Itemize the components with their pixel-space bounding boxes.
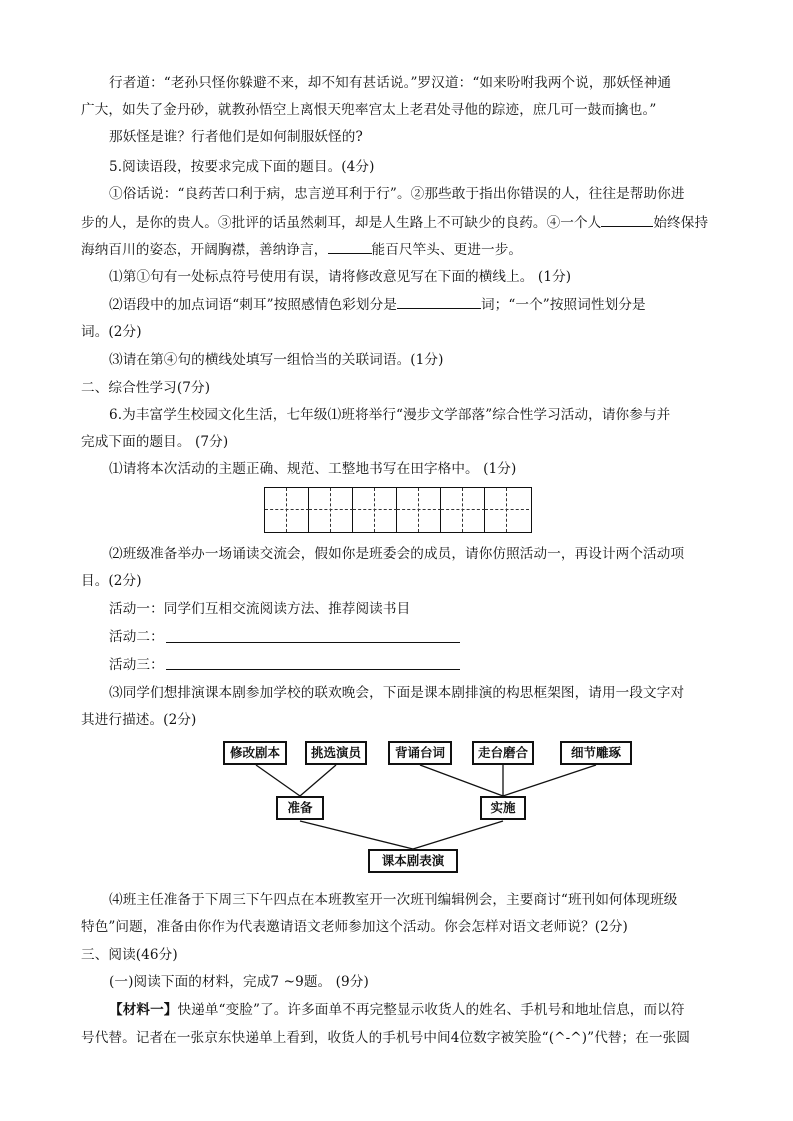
q6-sub-3-line-2: 其进行描述。(2分) <box>81 712 197 728</box>
diagram-box-recite-lines: 背诵台词 <box>388 741 452 765</box>
q5-sub-2-end: 词；“一个”按照词性划分是 <box>480 297 646 313</box>
reading-part-1-heading: (一)阅读下面的材料，完成7 ~9题。 (9分) <box>109 974 369 990</box>
material-1-line-1 <box>109 1000 685 1020</box>
section-2-heading: 二、综合性学习(7分) <box>81 380 211 396</box>
q5-sub-1: ⑴第①句有一处标点符号使用有误，请将修改意见写在下面的横线上。 (1分) <box>109 269 572 285</box>
q6-sub-3-line-1: ⑶同学们想排演课本剧参加学校的联欢晚会，下面是课本剧排演的构思框架图，请用一段文字对 <box>109 685 685 701</box>
material-1-label: 【材料一】 <box>109 1002 178 1018</box>
diagram-box-implement: 实施 <box>480 796 526 820</box>
section-3-heading: 三、阅读(46分) <box>81 947 178 963</box>
connector-recite-implement <box>420 765 503 796</box>
q5-sub-2-cont: 词。(2分) <box>81 324 142 340</box>
passage-line-2: 广大，如失了金丹砂，就教孙悟空上离恨天兜率宫太上老君处寻他的踪迹，庶几可一鼓而擒也。” <box>81 102 657 118</box>
q5-passage-line-1: ①俗话说：“良药苦口利于病，忠言逆耳利于行”。②那些敢于指出你错误的人，往往是帮助你进 <box>109 186 685 202</box>
diagram-box-polish-details: 细节雕琢 <box>560 741 632 765</box>
q6-sub-4-line-1: ⑷班主任准备于下周三下午四点在本班教室开一次班刊编辑例会，主要商讨“班刊如何体现班级 <box>109 892 678 908</box>
passage-line-1: 行者道：“老孙只怪你躲避不来，却不知有甚话说。”罗汉道：“如来吩咐我两个说，那妖怪神通 <box>109 75 672 91</box>
material-1-text: 快递单“变脸”了。许多面单不再完整显示收货人的姓名、手机号和地址信息，而以符 <box>177 1002 685 1018</box>
connector-detail-implement <box>503 765 596 796</box>
question-4-prompt: 那妖怪是谁？行者他们是如何制服妖怪的? <box>109 129 363 145</box>
q5-sub-2-text: ⑵语段中的加点词语“刺耳”按照感情色彩划分是 <box>109 297 397 313</box>
question-5-heading: 5.阅读语段，按要求完成下面的题目。(4分) <box>109 159 375 175</box>
activity-two-label: 活动二： <box>109 629 164 645</box>
connector-edit-prepare <box>256 765 300 796</box>
material-1-line-2: 号代替。记者在一张京东快递单上看到，收货人的手机号中间4位数字被笑脸“(^-^)”代替；在一张圆 <box>81 1030 691 1046</box>
activity-one: 活动一：同学们互相交流阅读方法、推荐阅读书目 <box>109 601 411 617</box>
q5-passage-line-3-text: 海纳百川的姿态，开阔胸襟，善纳诤言， <box>81 242 328 258</box>
connector-prepare-perform <box>300 821 413 849</box>
diagram-box-prepare: 准备 <box>276 796 324 820</box>
q5-passage-line-2-text: 步的人，是你的贵人。③批评的话虽然刺耳，却是人生路上不可缺少的良药。④一个人 <box>81 215 602 231</box>
connector-select-prepare <box>300 765 336 796</box>
question-6-line-2: 完成下面的题目。 (7分) <box>81 434 229 450</box>
diagram-box-rehearse: 走台磨合 <box>472 741 534 765</box>
activity-three-label: 活动三： <box>109 657 164 673</box>
q5-passage-line-2-end: 始终保持 <box>653 215 709 231</box>
connector-implement-perform <box>413 821 503 849</box>
diagram-box-performance: 课本剧表演 <box>368 849 458 873</box>
diagram-box-select-actors: 挑选演员 <box>305 741 367 765</box>
q6-sub-2-line-1: ⑵班级准备举办一场诵读交流会，假如你是班委会的成员，请你仿照活动一，再设计两个活动项 <box>109 546 685 562</box>
q6-sub-4-line-2: 特色”问题，准备由你作为代表邀请语文老师参加这个活动。你会怎样对语文老师说？(2分) <box>81 919 628 935</box>
q6-sub-2-line-2: 目。(2分) <box>81 573 142 589</box>
diagram-box-edit-script: 修改剧本 <box>223 741 287 765</box>
q5-passage-line-3-end: 能百尺竿头、更进一步。 <box>371 242 523 258</box>
question-6-line-1: 6.为丰富学生校园文化生活，七年级⑴班将举行“漫步文学部落”综合性学习活动，请你参与并 <box>109 407 671 423</box>
q5-sub-3: ⑶请在第④句的横线处填写一组恰当的关联词语。(1分) <box>109 352 444 368</box>
q6-sub-1: ⑴请将本次活动的主题正确、规范、工整地书写在田字格中。 (1分) <box>109 461 517 477</box>
